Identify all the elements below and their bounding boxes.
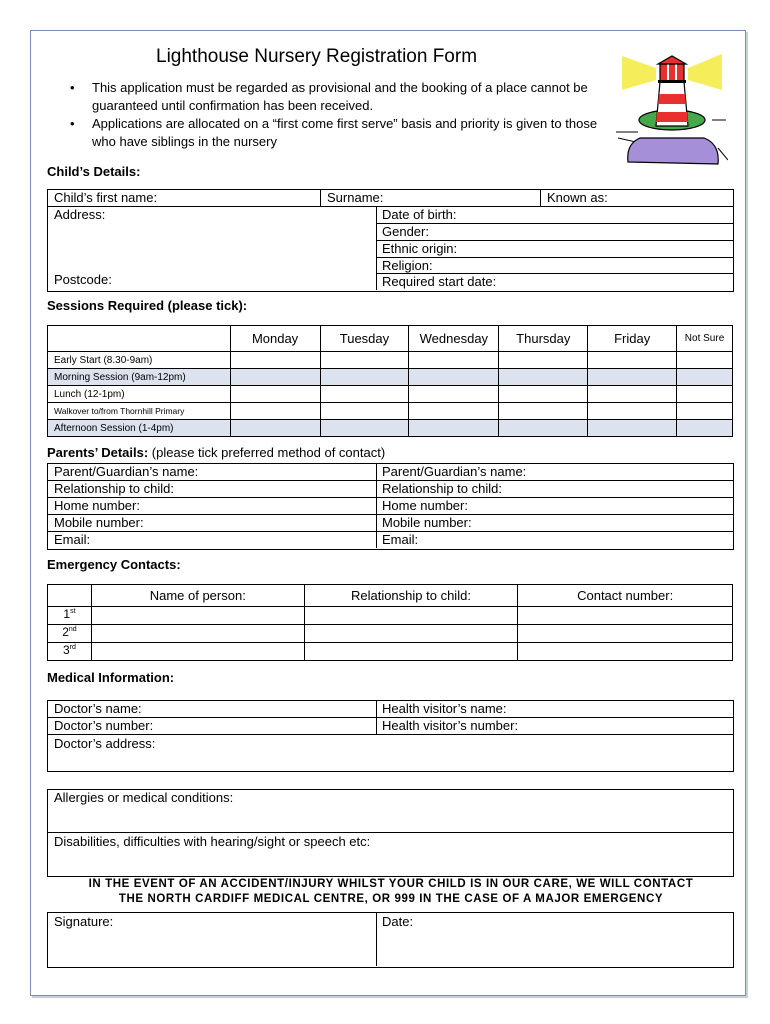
divider bbox=[47, 832, 733, 833]
day-header: Friday bbox=[588, 326, 677, 352]
session-row bbox=[48, 369, 733, 386]
parent2-mobile-field[interactable]: Mobile number: bbox=[382, 515, 472, 530]
tick-cell[interactable] bbox=[230, 369, 320, 386]
contact-number-input[interactable] bbox=[518, 625, 733, 643]
tick-cell[interactable] bbox=[320, 420, 409, 437]
religion-field[interactable]: Religion: bbox=[382, 258, 433, 273]
health-visitor-number-field[interactable]: Health visitor’s number: bbox=[382, 718, 519, 733]
divider bbox=[320, 189, 321, 206]
first-name-field[interactable]: Child’s first name: bbox=[54, 190, 158, 205]
sessions-header-row bbox=[48, 326, 733, 352]
session-row bbox=[48, 352, 733, 369]
emergency-row bbox=[48, 607, 733, 625]
parents-heading bbox=[47, 445, 385, 460]
parent1-home-number-field[interactable]: Home number: bbox=[54, 498, 140, 513]
allergies-field[interactable]: Allergies or medical conditions: bbox=[54, 790, 234, 805]
form-title: Lighthouse Nursery Registration Form bbox=[156, 46, 478, 67]
ordinal-suffix: nd bbox=[68, 626, 77, 633]
contact-name-input[interactable] bbox=[91, 643, 304, 661]
tick-cell[interactable] bbox=[230, 352, 320, 369]
tick-cell[interactable] bbox=[320, 403, 409, 420]
known-as-field[interactable]: Known as: bbox=[547, 190, 608, 205]
parent1-name-field[interactable]: Parent/Guardian’s name: bbox=[54, 464, 199, 479]
tick-cell[interactable] bbox=[320, 386, 409, 403]
ethnic-origin-field[interactable]: Ethnic origin: bbox=[382, 241, 458, 256]
tick-cell[interactable] bbox=[499, 403, 588, 420]
contact-number-input[interactable] bbox=[518, 643, 733, 661]
bullet-provisional: • This application must be regarded as provisional and the booking of a place cannot be guaranteed until confirmation has been received. bbox=[68, 79, 618, 114]
divider bbox=[376, 463, 377, 548]
tick-cell[interactable] bbox=[320, 352, 409, 369]
tick-cell[interactable] bbox=[588, 420, 677, 437]
parent1-relationship-field[interactable]: Relationship to child: bbox=[54, 481, 174, 496]
parent2-relationship-field[interactable]: Relationship to child: bbox=[382, 481, 502, 496]
session-label: Afternoon Session (1-4pm) bbox=[48, 420, 231, 437]
session-label: Walkover to/from Thornhill Primary bbox=[48, 403, 231, 420]
session-label: Early Start (8.30-9am) bbox=[48, 352, 231, 369]
dob-field[interactable]: Date of birth: bbox=[382, 207, 457, 222]
emergency-row bbox=[48, 625, 733, 643]
parent1-email-field[interactable]: Email: bbox=[54, 532, 91, 547]
parent2-home-number-field[interactable]: Home number: bbox=[382, 498, 468, 513]
divider bbox=[376, 912, 377, 966]
ordinal-number: 2 bbox=[62, 625, 69, 639]
session-row bbox=[48, 403, 733, 420]
not-sure-header: Not Sure bbox=[677, 326, 733, 352]
tick-cell[interactable] bbox=[677, 420, 733, 437]
tick-cell[interactable] bbox=[230, 420, 320, 437]
parent2-email-field[interactable]: Email: bbox=[382, 532, 419, 547]
sessions-heading: Sessions Required (please tick): bbox=[47, 298, 248, 313]
tick-cell[interactable] bbox=[499, 420, 588, 437]
warning-line-1: IN THE EVENT OF AN ACCIDENT/INJURY WHILST YOUR CHILD IS IN OUR CARE, WE WILL CONTACT bbox=[88, 878, 694, 890]
tick-cell[interactable] bbox=[588, 403, 677, 420]
tick-cell[interactable] bbox=[230, 403, 320, 420]
parents-heading-note: (please tick preferred method of contact) bbox=[151, 445, 386, 460]
bullet-priority: • Applications are allocated on a “first come first serve” basis and priority is given to those who have siblings in the nursery bbox=[68, 115, 618, 150]
ordinal-suffix: rd bbox=[69, 644, 76, 651]
tick-cell[interactable] bbox=[409, 386, 499, 403]
ordinal-label bbox=[48, 643, 92, 661]
tick-cell[interactable] bbox=[230, 386, 320, 403]
tick-cell[interactable] bbox=[499, 369, 588, 386]
ordinal-suffix: st bbox=[70, 608, 76, 615]
sessions-table bbox=[47, 325, 733, 437]
address-field[interactable]: Address: bbox=[54, 207, 106, 222]
contact-relationship-input[interactable] bbox=[304, 643, 518, 661]
column-header: Contact number: bbox=[518, 585, 733, 607]
child-details-heading: Child’s Details: bbox=[47, 164, 141, 179]
tick-cell[interactable] bbox=[677, 403, 733, 420]
ordinal-number: 1 bbox=[63, 607, 71, 621]
disabilities-field[interactable]: Disabilities, difficulties with hearing/sight or speech etc: bbox=[54, 834, 371, 849]
contact-name-input[interactable] bbox=[91, 625, 304, 643]
tick-cell[interactable] bbox=[588, 386, 677, 403]
blank-header bbox=[48, 326, 231, 352]
postcode-field[interactable]: Postcode: bbox=[54, 272, 112, 287]
intro-bullets bbox=[68, 79, 618, 150]
ordinal-label bbox=[48, 625, 92, 643]
warning-line-2: THE NORTH CARDIFF MEDICAL CENTRE, OR 999 IN THE CASE OF A MAJOR EMERGENCY bbox=[118, 893, 664, 905]
contact-relationship-input[interactable] bbox=[304, 607, 518, 625]
tick-cell[interactable] bbox=[409, 352, 499, 369]
tick-cell[interactable] bbox=[320, 369, 409, 386]
date-field[interactable]: Date: bbox=[382, 914, 414, 929]
emergency-warning bbox=[46, 877, 736, 907]
day-header: Thursday bbox=[499, 326, 588, 352]
contact-name-input[interactable] bbox=[91, 607, 304, 625]
tick-cell[interactable] bbox=[409, 369, 499, 386]
session-label: Morning Session (9am-12pm) bbox=[48, 369, 231, 386]
ordinal-number: 3 bbox=[63, 643, 70, 657]
day-header: Tuesday bbox=[320, 326, 409, 352]
session-row bbox=[48, 420, 733, 437]
contact-relationship-input[interactable] bbox=[304, 625, 518, 643]
emergency-header-row bbox=[48, 585, 733, 607]
emergency-heading: Emergency Contacts: bbox=[47, 557, 181, 572]
parent2-name-field[interactable]: Parent/Guardian’s name: bbox=[382, 464, 527, 479]
divider bbox=[376, 206, 377, 290]
tick-cell[interactable] bbox=[588, 352, 677, 369]
contact-number-input[interactable] bbox=[518, 607, 733, 625]
column-header: Name of person: bbox=[91, 585, 304, 607]
doctor-name-field[interactable]: Doctor’s name: bbox=[54, 701, 142, 716]
parents-heading-label: Parents’ Details: bbox=[47, 445, 149, 460]
tick-cell[interactable] bbox=[409, 420, 499, 437]
medical-heading: Medical Information: bbox=[47, 670, 175, 685]
tick-cell[interactable] bbox=[677, 352, 733, 369]
doctor-address-field[interactable]: Doctor’s address: bbox=[54, 736, 156, 751]
tick-cell[interactable] bbox=[677, 369, 733, 386]
tick-cell[interactable] bbox=[588, 369, 677, 386]
ordinal-label bbox=[48, 607, 92, 625]
day-header: Wednesday bbox=[409, 326, 499, 352]
tick-cell[interactable] bbox=[499, 386, 588, 403]
session-row bbox=[48, 386, 733, 403]
doctor-number-field[interactable]: Doctor’s number: bbox=[54, 718, 154, 733]
tick-cell[interactable] bbox=[499, 352, 588, 369]
day-header: Monday bbox=[230, 326, 320, 352]
lighthouse-logo-icon bbox=[616, 50, 728, 170]
signature-field[interactable]: Signature: bbox=[54, 914, 114, 929]
health-visitor-name-field[interactable]: Health visitor’s name: bbox=[382, 701, 507, 716]
column-header: Relationship to child: bbox=[304, 585, 518, 607]
tick-cell[interactable] bbox=[409, 403, 499, 420]
parent1-mobile-field[interactable]: Mobile number: bbox=[54, 515, 144, 530]
tick-cell[interactable] bbox=[677, 386, 733, 403]
gender-field[interactable]: Gender: bbox=[382, 224, 429, 239]
session-label: Lunch (12-1pm) bbox=[48, 386, 231, 403]
emergency-row bbox=[48, 643, 733, 661]
blank-header bbox=[48, 585, 92, 607]
emergency-table bbox=[47, 584, 733, 661]
surname-field[interactable]: Surname: bbox=[327, 190, 384, 205]
start-date-field[interactable]: Required start date: bbox=[382, 274, 497, 289]
divider bbox=[540, 189, 541, 206]
